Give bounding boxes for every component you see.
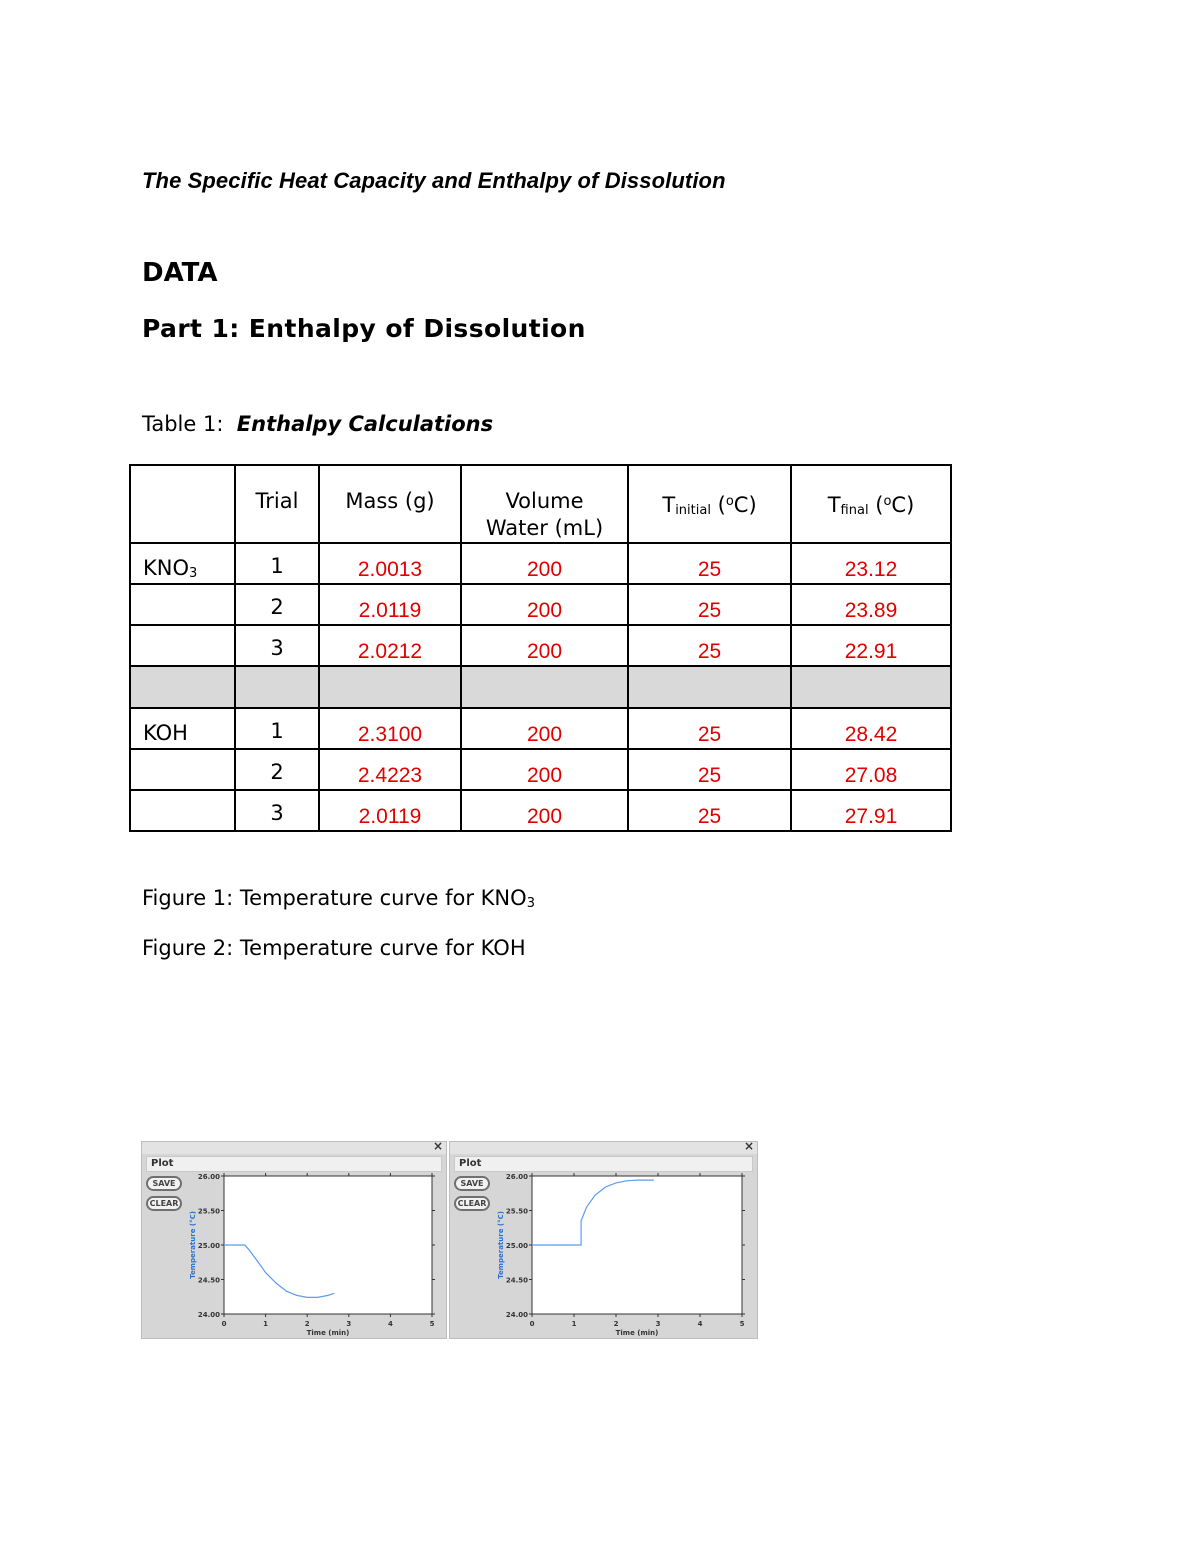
substance-empty <box>130 790 235 831</box>
x-axis-label: Time (min) <box>615 1329 659 1337</box>
volume-cell: 200 <box>461 708 628 749</box>
y-tick-label: 25.50 <box>505 1207 528 1216</box>
table-caption-prefix: Table 1: <box>142 412 224 436</box>
trial-cell: 3 <box>235 790 319 831</box>
header-t-final-symbol: T <box>827 493 841 517</box>
mass-cell: 2.0119 <box>319 584 461 625</box>
y-tick-label: 26.00 <box>197 1173 220 1181</box>
t-final-cell: 28.42 <box>791 708 951 749</box>
table-row <box>130 708 951 749</box>
header-t-final <box>791 465 951 543</box>
close-icon[interactable]: × <box>743 1139 754 1153</box>
t-initial-cell: 25 <box>628 625 791 666</box>
table-row <box>130 543 951 584</box>
t-final-cell: 27.91 <box>791 790 951 831</box>
x-tick-label: 4 <box>697 1320 703 1328</box>
t-initial-cell: 25 <box>628 749 791 790</box>
header-substance <box>130 465 235 543</box>
y-tick-label: 24.50 <box>197 1276 220 1285</box>
substance-kno3 <box>130 543 235 584</box>
t-initial-cell: 25 <box>628 708 791 749</box>
x-tick-label: 2 <box>304 1320 310 1328</box>
separator-cell <box>235 666 319 708</box>
t-final-cell: 23.12 <box>791 543 951 584</box>
volume-cell: 200 <box>461 749 628 790</box>
document-title: The Specific Heat Capacity and Enthalpy of Dissolution <box>142 168 726 193</box>
y-tick-label: 25.50 <box>197 1207 220 1216</box>
table-row <box>130 584 951 625</box>
header-t-final-open: ( <box>868 493 884 517</box>
trial-cell: 2 <box>235 584 319 625</box>
x-tick-label: 0 <box>529 1320 535 1328</box>
mass-cell: 2.0013 <box>319 543 461 584</box>
x-tick-label: 1 <box>263 1320 269 1328</box>
substance-empty <box>130 625 235 666</box>
x-tick-label: 5 <box>739 1320 745 1328</box>
substance-empty <box>130 749 235 790</box>
x-tick-label: 0 <box>221 1320 227 1328</box>
header-trial: Trial <box>235 465 319 543</box>
y-tick-label: 24.00 <box>197 1311 220 1319</box>
plot-panel-label: Plot <box>459 1158 482 1169</box>
trial-cell: 1 <box>235 543 319 584</box>
kno3-label: KNO <box>143 556 190 580</box>
separator-row <box>130 666 951 708</box>
y-axis-label: Temperature (°C) <box>497 1211 505 1279</box>
y-tick-label: 24.50 <box>505 1276 528 1285</box>
header-volume-line1: Volume <box>505 489 584 513</box>
x-tick-label: 3 <box>655 1320 661 1328</box>
figure-1-caption <box>142 886 535 911</box>
figure-1-caption-sub: 3 <box>526 896 535 911</box>
x-tick-label: 2 <box>613 1320 619 1328</box>
separator-cell <box>461 666 628 708</box>
temperature-chart-kno3 <box>184 1170 444 1338</box>
figure-2-caption: Figure 2: Temperature curve for KOH <box>142 936 526 960</box>
y-tick-label: 25.00 <box>197 1242 220 1250</box>
window-titlebar <box>450 1139 757 1154</box>
x-tick-label: 3 <box>346 1320 352 1328</box>
table-row <box>130 749 951 790</box>
separator-cell <box>791 666 951 708</box>
trial-cell: 2 <box>235 749 319 790</box>
x-tick-label: 5 <box>429 1320 435 1328</box>
substance-koh: KOH <box>130 708 235 749</box>
header-t-final-sub: final <box>840 503 869 518</box>
table-header-row <box>130 465 951 543</box>
separator-cell <box>319 666 461 708</box>
kno3-subscript: 3 <box>189 566 198 581</box>
t-final-cell: 22.91 <box>791 625 951 666</box>
x-tick-label: 4 <box>387 1320 393 1328</box>
clear-button[interactable]: CLEAR <box>454 1196 490 1211</box>
separator-cell <box>130 666 235 708</box>
header-t-final-degree: o <box>883 494 892 509</box>
plot-area <box>224 1176 432 1314</box>
y-axis-label: Temperature (°C) <box>189 1211 197 1279</box>
x-tick-label: 1 <box>571 1320 577 1328</box>
close-icon[interactable]: × <box>432 1139 443 1153</box>
y-tick-label: 25.00 <box>505 1242 528 1250</box>
y-tick-label: 24.00 <box>505 1311 528 1319</box>
trial-cell: 1 <box>235 708 319 749</box>
table-row <box>130 625 951 666</box>
plot-window-koh <box>449 1141 758 1339</box>
header-mass: Mass (g) <box>319 465 461 543</box>
x-axis-label: Time (min) <box>306 1329 350 1337</box>
save-button[interactable]: SAVE <box>146 1176 182 1191</box>
header-t-initial <box>628 465 791 543</box>
t-initial-cell: 25 <box>628 790 791 831</box>
window-titlebar <box>142 1139 446 1154</box>
header-t-initial-sub: initial <box>675 503 711 518</box>
t-initial-cell: 25 <box>628 584 791 625</box>
table-row <box>130 790 951 831</box>
y-tick-label: 26.00 <box>505 1173 528 1181</box>
t-final-cell: 27.08 <box>791 749 951 790</box>
plot-panel-label: Plot <box>151 1158 174 1169</box>
figure-1-caption-text: Figure 1: Temperature curve for KNO <box>142 886 527 910</box>
t-initial-cell: 25 <box>628 543 791 584</box>
header-t-final-close: C) <box>891 493 915 517</box>
part-heading: Part 1: Enthalpy of Dissolution <box>142 314 586 343</box>
table-caption-title: Enthalpy Calculations <box>236 412 494 436</box>
volume-cell: 200 <box>461 584 628 625</box>
header-volume-line2: Water (mL) <box>485 516 604 540</box>
plot-window-kno3 <box>141 1141 447 1339</box>
volume-cell: 200 <box>461 790 628 831</box>
table-caption <box>142 412 493 436</box>
t-final-cell: 23.89 <box>791 584 951 625</box>
header-t-initial-open: ( <box>710 493 726 517</box>
header-t-initial-symbol: T <box>662 493 676 517</box>
separator-cell <box>628 666 791 708</box>
temperature-chart-koh <box>492 1170 754 1338</box>
header-t-initial-close: C) <box>733 493 757 517</box>
mass-cell: 2.0212 <box>319 625 461 666</box>
header-t-initial-degree: o <box>725 494 734 509</box>
clear-button[interactable]: CLEAR <box>146 1196 182 1211</box>
mass-cell: 2.0119 <box>319 790 461 831</box>
mass-cell: 2.4223 <box>319 749 461 790</box>
volume-cell: 200 <box>461 625 628 666</box>
volume-cell: 200 <box>461 543 628 584</box>
trial-cell: 3 <box>235 625 319 666</box>
section-heading: DATA <box>142 258 218 288</box>
header-volume <box>461 465 628 543</box>
save-button[interactable]: SAVE <box>454 1176 490 1191</box>
enthalpy-table <box>129 464 952 832</box>
mass-cell: 2.3100 <box>319 708 461 749</box>
substance-empty <box>130 584 235 625</box>
